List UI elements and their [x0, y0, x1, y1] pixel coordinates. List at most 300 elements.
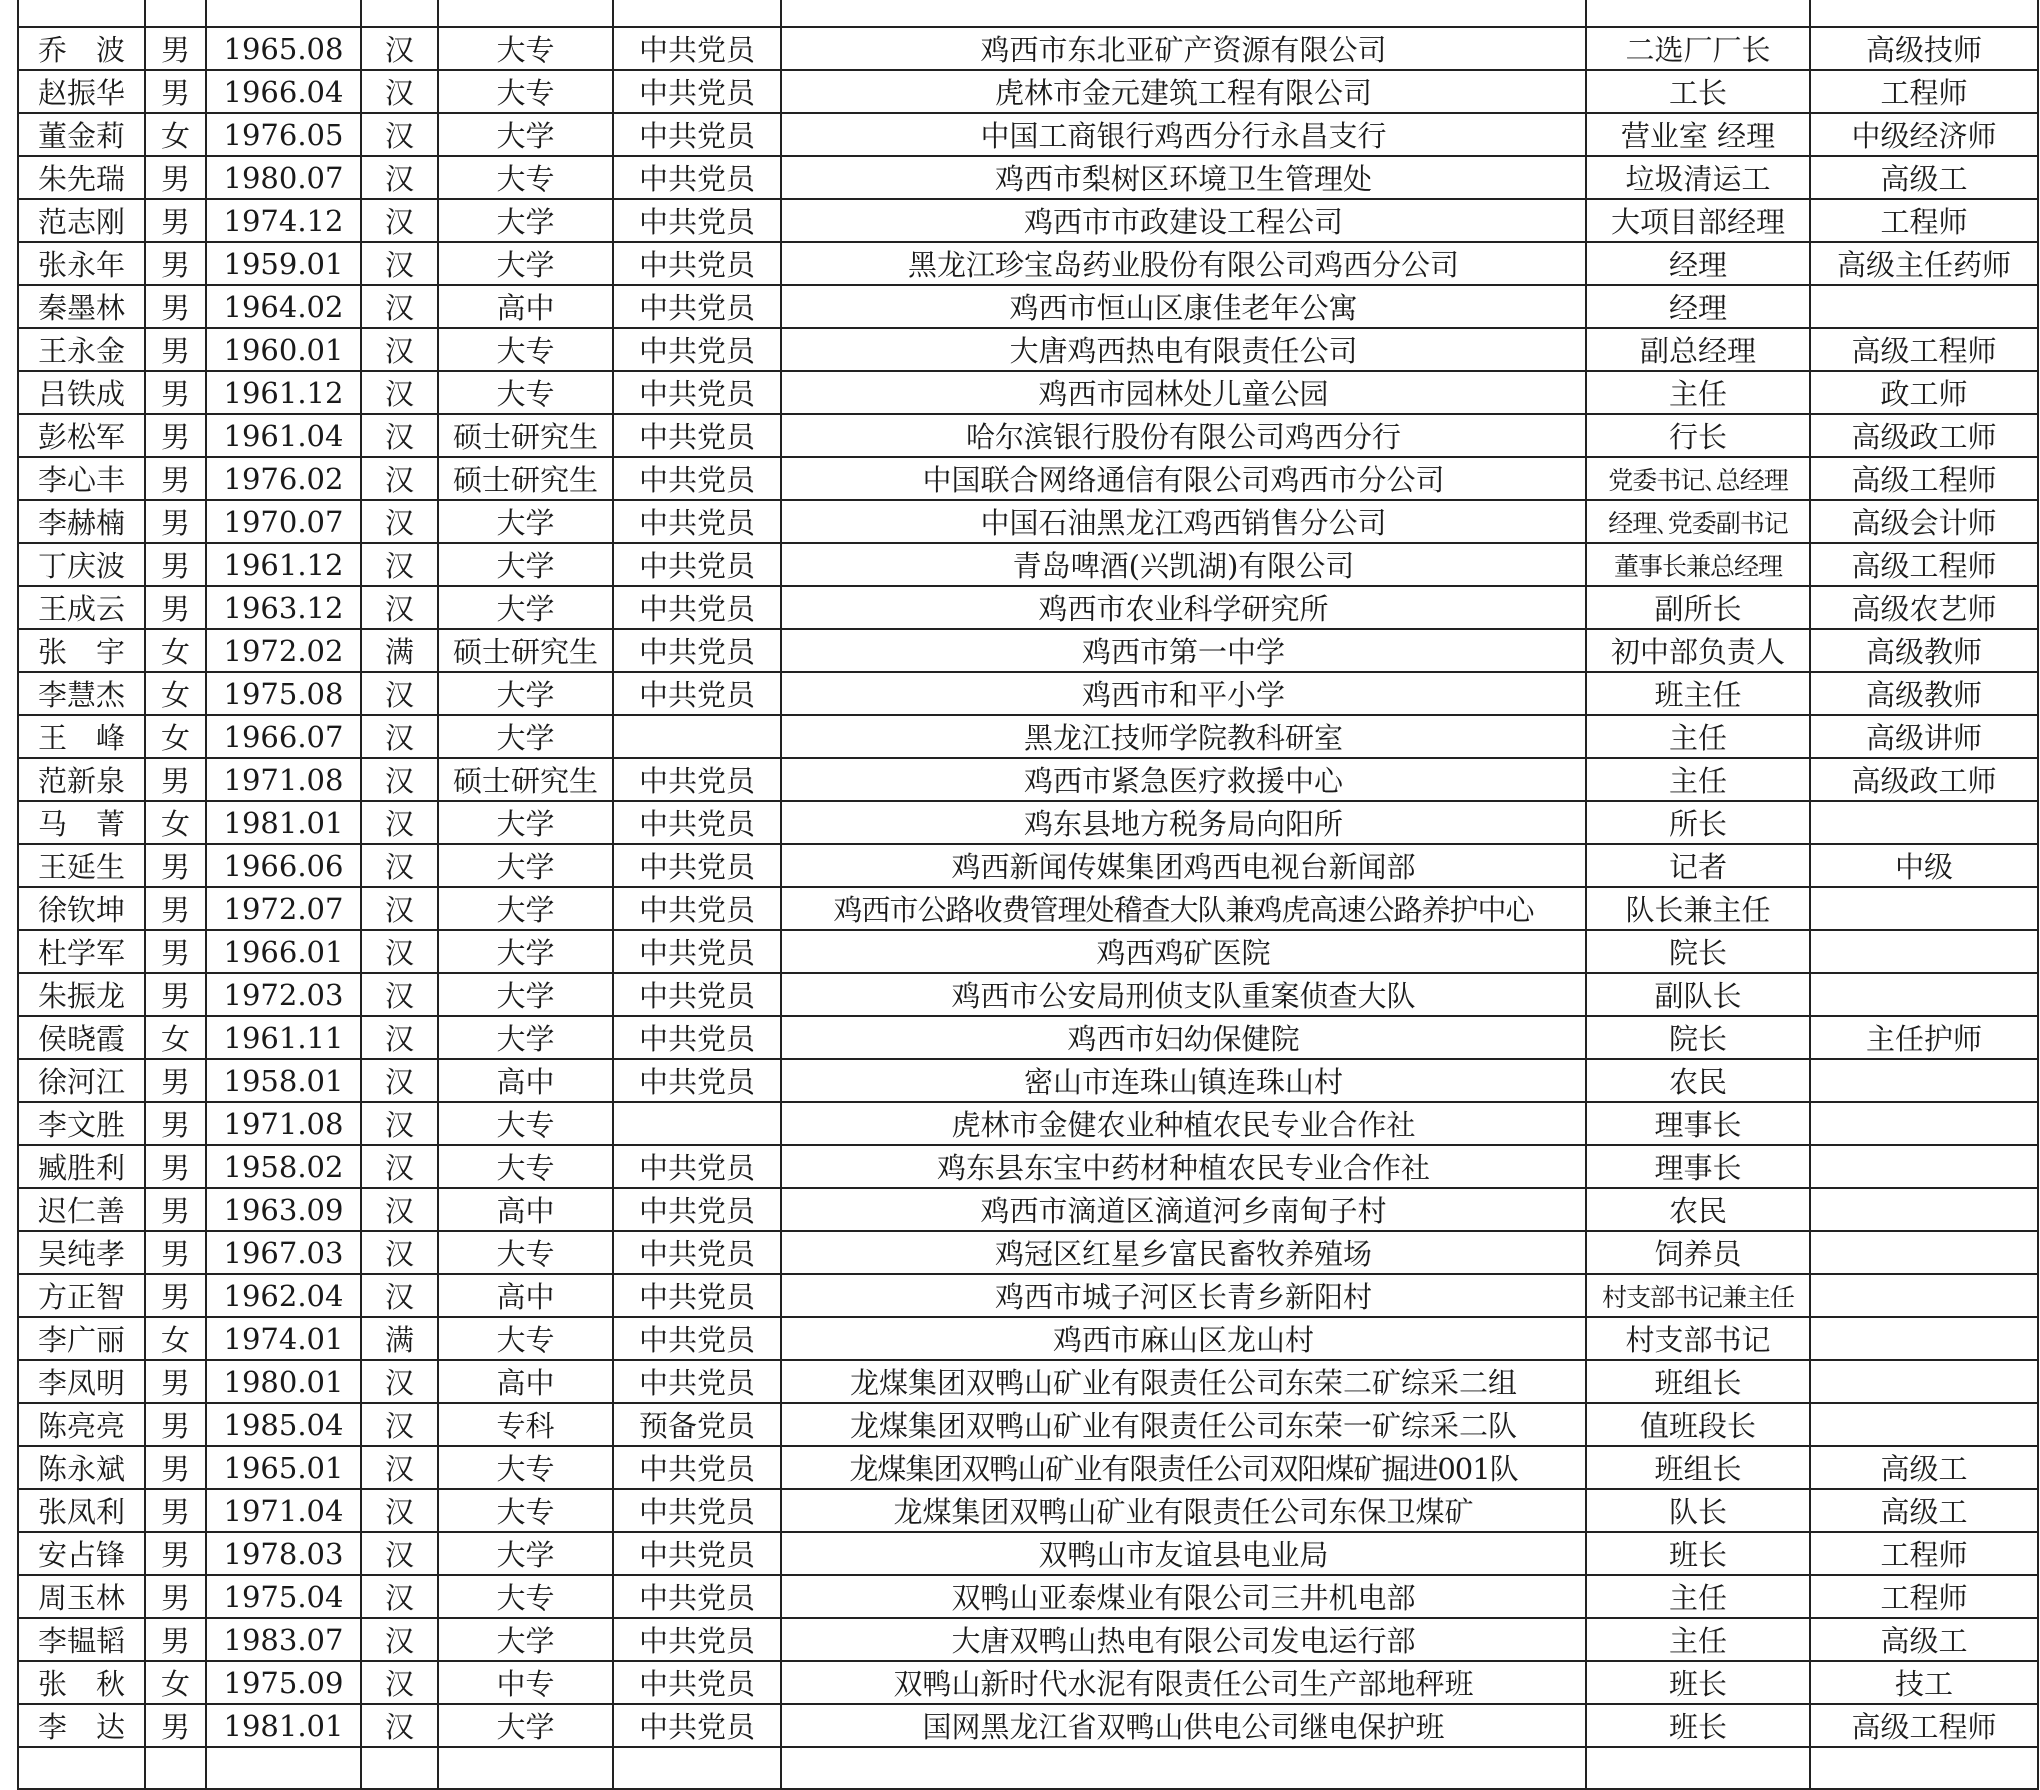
political-status-cell: 中共党员 — [613, 887, 781, 930]
education-cell: 中专 — [438, 1661, 613, 1704]
title-cell — [1810, 1102, 2038, 1145]
position-cell: 饲养员 — [1586, 1231, 1810, 1274]
birth-date-cell: 1976.05 — [206, 113, 361, 156]
ethnicity-cell: 汉 — [361, 1575, 438, 1618]
name-cell: 王延生 — [18, 844, 145, 887]
ethnicity-cell: 汉 — [361, 1145, 438, 1188]
name-cell: 安占锋 — [18, 1532, 145, 1575]
gender-cell: 男 — [145, 328, 206, 371]
work-unit-cell: 鸡西市紧急医疗救援中心 — [781, 758, 1586, 801]
name-cell: 李心丰 — [18, 457, 145, 500]
ethnicity-cell: 汉 — [361, 27, 438, 70]
birth-date-cell: 1980.07 — [206, 156, 361, 199]
table-row — [18, 1059, 2038, 1102]
work-unit-cell: 鸡西市公安局刑侦支队重案侦查大队 — [781, 973, 1586, 1016]
gender-cell: 男 — [145, 1446, 206, 1489]
birth-date-cell: 1963.12 — [206, 586, 361, 629]
birth-date-cell: 1983.07 — [206, 1618, 361, 1661]
title-cell: 高级会计师 — [1810, 500, 2038, 543]
birth-date-cell: 1981.01 — [206, 1704, 361, 1747]
education-cell: 专科 — [438, 1403, 613, 1446]
education-cell: 大专 — [438, 70, 613, 113]
title-cell — [1810, 801, 2038, 844]
position-cell: 主任 — [1586, 758, 1810, 801]
ethnicity-cell: 汉 — [361, 1661, 438, 1704]
gender-cell: 女 — [145, 629, 206, 672]
work-unit-cell: 龙煤集团双鸭山矿业有限责任公司双阳煤矿掘进001队 — [781, 1446, 1586, 1489]
political-status-cell: 中共党员 — [613, 371, 781, 414]
political-status-cell: 中共党员 — [613, 199, 781, 242]
gender-cell: 男 — [145, 586, 206, 629]
name-cell: 张 宇 — [18, 629, 145, 672]
name-cell: 陈亮亮 — [18, 1403, 145, 1446]
position-cell: 理事长 — [1586, 1102, 1810, 1145]
birth-date-cell: 1970.07 — [206, 500, 361, 543]
political-status-cell: 中共党员 — [613, 543, 781, 586]
gender-cell: 男 — [145, 1532, 206, 1575]
gender-cell: 男 — [145, 1059, 206, 1102]
title-cell — [1810, 285, 2038, 328]
gender-cell: 男 — [145, 242, 206, 285]
table-row — [18, 1274, 2038, 1317]
political-status-cell: 中共党员 — [613, 844, 781, 887]
birth-date-cell: 1967.03 — [206, 1231, 361, 1274]
work-unit-cell: 中国工商银行鸡西分行永昌支行 — [781, 113, 1586, 156]
table-row — [18, 543, 2038, 586]
table-row — [18, 1016, 2038, 1059]
education-cell: 高中 — [438, 1360, 613, 1403]
ethnicity-cell: 汉 — [361, 715, 438, 758]
ethnicity-cell: 汉 — [361, 1704, 438, 1747]
title-cell: 中级经济师 — [1810, 113, 2038, 156]
birth-date-cell: 1978.03 — [206, 1532, 361, 1575]
table-row — [18, 1145, 2038, 1188]
name-cell: 李 达 — [18, 1704, 145, 1747]
political-status-cell: 中共党员 — [613, 1618, 781, 1661]
position-cell: 行长 — [1586, 414, 1810, 457]
birth-date-cell: 1962.04 — [206, 1274, 361, 1317]
title-cell: 高级工 — [1810, 1446, 2038, 1489]
title-cell: 高级主任药师 — [1810, 242, 2038, 285]
position-cell: 农民 — [1586, 1059, 1810, 1102]
gender-cell: 男 — [145, 1145, 206, 1188]
gender-cell: 男 — [145, 27, 206, 70]
work-unit-cell: 鸡西市恒山区康佳老年公寓 — [781, 285, 1586, 328]
table-row-bottom-partial — [18, 1747, 2038, 1788]
title-cell — [1810, 1059, 2038, 1102]
work-unit-cell: 龙煤集团双鸭山矿业有限责任公司东保卫煤矿 — [781, 1489, 1586, 1532]
table-row — [18, 113, 2038, 156]
name-cell: 周玉林 — [18, 1575, 145, 1618]
education-cell: 大专 — [438, 156, 613, 199]
table-row — [18, 758, 2038, 801]
name-cell: 乔 波 — [18, 27, 145, 70]
education-cell: 大学 — [438, 672, 613, 715]
ethnicity-cell: 汉 — [361, 1532, 438, 1575]
title-cell — [1810, 1274, 2038, 1317]
political-status-cell: 中共党员 — [613, 242, 781, 285]
political-status-cell: 中共党员 — [613, 758, 781, 801]
ethnicity-cell: 汉 — [361, 1360, 438, 1403]
title-cell: 高级农艺师 — [1810, 586, 2038, 629]
table-row — [18, 1317, 2038, 1360]
title-cell: 主任护师 — [1810, 1016, 2038, 1059]
birth-date-cell: 1974.12 — [206, 199, 361, 242]
work-unit-cell: 黑龙江技师学院教科研室 — [781, 715, 1586, 758]
education-cell: 高中 — [438, 285, 613, 328]
political-status-cell: 中共党员 — [613, 156, 781, 199]
education-cell: 大学 — [438, 586, 613, 629]
gender-cell: 男 — [145, 543, 206, 586]
name-cell: 方正智 — [18, 1274, 145, 1317]
education-cell: 大学 — [438, 199, 613, 242]
table-row — [18, 1403, 2038, 1446]
gender-cell: 女 — [145, 1317, 206, 1360]
title-cell: 高级工程师 — [1810, 328, 2038, 371]
political-status-cell: 中共党员 — [613, 1446, 781, 1489]
work-unit-cell: 青岛啤酒(兴凯湖)有限公司 — [781, 543, 1586, 586]
position-cell: 党委书记､总经理 — [1586, 457, 1810, 500]
gender-cell: 女 — [145, 801, 206, 844]
position-cell: 主任 — [1586, 715, 1810, 758]
work-unit-cell: 大唐双鸭山热电有限公司发电运行部 — [781, 1618, 1586, 1661]
political-status-cell: 中共党员 — [613, 930, 781, 973]
birth-date-cell: 1975.08 — [206, 672, 361, 715]
table-row — [18, 156, 2038, 199]
education-cell: 大专 — [438, 1231, 613, 1274]
gender-cell: 男 — [145, 371, 206, 414]
ethnicity-cell: 汉 — [361, 844, 438, 887]
table-row-top-partial — [18, 0, 2038, 27]
gender-cell: 男 — [145, 1575, 206, 1618]
position-cell: 班组长 — [1586, 1360, 1810, 1403]
position-cell: 班组长 — [1586, 1446, 1810, 1489]
name-cell: 李慧杰 — [18, 672, 145, 715]
political-status-cell — [613, 1102, 781, 1145]
gender-cell: 男 — [145, 1704, 206, 1747]
work-unit-cell: 鸡东县地方税务局向阳所 — [781, 801, 1586, 844]
position-cell: 经理 — [1586, 285, 1810, 328]
education-cell: 大学 — [438, 1532, 613, 1575]
birth-date-cell: 1961.12 — [206, 543, 361, 586]
ethnicity-cell: 汉 — [361, 1188, 438, 1231]
position-cell: 队长兼主任 — [1586, 887, 1810, 930]
table-row — [18, 500, 2038, 543]
table-row — [18, 285, 2038, 328]
ethnicity-cell: 汉 — [361, 113, 438, 156]
education-cell: 大学 — [438, 500, 613, 543]
education-cell: 大专 — [438, 1145, 613, 1188]
title-cell: 高级工程师 — [1810, 457, 2038, 500]
birth-date-cell: 1981.01 — [206, 801, 361, 844]
political-status-cell: 中共党员 — [613, 1489, 781, 1532]
birth-date-cell: 1975.04 — [206, 1575, 361, 1618]
gender-cell: 女 — [145, 715, 206, 758]
education-cell: 大学 — [438, 887, 613, 930]
name-cell: 迟仁善 — [18, 1188, 145, 1231]
position-cell: 班长 — [1586, 1532, 1810, 1575]
political-status-cell: 中共党员 — [613, 414, 781, 457]
position-cell: 主任 — [1586, 371, 1810, 414]
position-cell: 主任 — [1586, 1618, 1810, 1661]
position-cell: 队长 — [1586, 1489, 1810, 1532]
table-row — [18, 629, 2038, 672]
ethnicity-cell: 汉 — [361, 242, 438, 285]
ethnicity-cell: 汉 — [361, 1274, 438, 1317]
title-cell: 高级工程师 — [1810, 543, 2038, 586]
work-unit-cell: 龙煤集团双鸭山矿业有限责任公司东荣一矿综采二队 — [781, 1403, 1586, 1446]
political-status-cell: 中共党员 — [613, 1188, 781, 1231]
ethnicity-cell: 汉 — [361, 1231, 438, 1274]
table-row — [18, 1188, 2038, 1231]
work-unit-cell: 龙煤集团双鸭山矿业有限责任公司东荣二矿综采二组 — [781, 1360, 1586, 1403]
position-cell: 农民 — [1586, 1188, 1810, 1231]
political-status-cell: 中共党员 — [613, 1360, 781, 1403]
name-cell: 董金莉 — [18, 113, 145, 156]
work-unit-cell: 鸡冠区红星乡富民畜牧养殖场 — [781, 1231, 1586, 1274]
table-row — [18, 1489, 2038, 1532]
gender-cell: 男 — [145, 1274, 206, 1317]
table-row — [18, 1575, 2038, 1618]
table-row — [18, 844, 2038, 887]
title-cell: 高级技师 — [1810, 27, 2038, 70]
gender-cell: 男 — [145, 156, 206, 199]
birth-date-cell: 1958.01 — [206, 1059, 361, 1102]
position-cell: 班主任 — [1586, 672, 1810, 715]
birth-date-cell: 1975.09 — [206, 1661, 361, 1704]
work-unit-cell: 鸡西新闻传媒集团鸡西电视台新闻部 — [781, 844, 1586, 887]
table-row — [18, 1360, 2038, 1403]
birth-date-cell: 1966.01 — [206, 930, 361, 973]
ethnicity-cell: 汉 — [361, 801, 438, 844]
work-unit-cell: 哈尔滨银行股份有限公司鸡西分行 — [781, 414, 1586, 457]
birth-date-cell: 1971.08 — [206, 1102, 361, 1145]
work-unit-cell: 双鸭山亚泰煤业有限公司三井机电部 — [781, 1575, 1586, 1618]
ethnicity-cell: 汉 — [361, 1102, 438, 1145]
table-row — [18, 715, 2038, 758]
birth-date-cell: 1958.02 — [206, 1145, 361, 1188]
ethnicity-cell: 汉 — [361, 500, 438, 543]
education-cell: 大学 — [438, 543, 613, 586]
gender-cell: 男 — [145, 1188, 206, 1231]
position-cell: 经理､党委副书记 — [1586, 500, 1810, 543]
position-cell: 班长 — [1586, 1704, 1810, 1747]
ethnicity-cell: 汉 — [361, 887, 438, 930]
work-unit-cell: 双鸭山市友谊县电业局 — [781, 1532, 1586, 1575]
gender-cell: 男 — [145, 973, 206, 1016]
name-cell: 赵振华 — [18, 70, 145, 113]
position-cell: 营业室 经理 — [1586, 113, 1810, 156]
gender-cell: 男 — [145, 457, 206, 500]
education-cell: 硕士研究生 — [438, 629, 613, 672]
birth-date-cell: 1976.02 — [206, 457, 361, 500]
gender-cell: 男 — [145, 199, 206, 242]
name-cell: 马 菁 — [18, 801, 145, 844]
education-cell: 硕士研究生 — [438, 457, 613, 500]
ethnicity-cell: 汉 — [361, 199, 438, 242]
ethnicity-cell: 汉 — [361, 371, 438, 414]
name-cell: 李凤明 — [18, 1360, 145, 1403]
work-unit-cell: 黑龙江珍宝岛药业股份有限公司鸡西分公司 — [781, 242, 1586, 285]
table-row — [18, 1231, 2038, 1274]
gender-cell: 男 — [145, 844, 206, 887]
ethnicity-cell: 汉 — [361, 1489, 438, 1532]
political-status-cell: 中共党员 — [613, 1532, 781, 1575]
roster-body — [18, 0, 2038, 1789]
position-cell: 值班段长 — [1586, 1403, 1810, 1446]
name-cell: 吕铁成 — [18, 371, 145, 414]
name-cell: 秦墨林 — [18, 285, 145, 328]
name-cell: 王 峰 — [18, 715, 145, 758]
title-cell — [1810, 1231, 2038, 1274]
education-cell: 大专 — [438, 1317, 613, 1360]
birth-date-cell: 1972.07 — [206, 887, 361, 930]
ethnicity-cell: 汉 — [361, 1446, 438, 1489]
table-row — [18, 930, 2038, 973]
education-cell: 大学 — [438, 113, 613, 156]
gender-cell: 男 — [145, 1403, 206, 1446]
political-status-cell: 中共党员 — [613, 973, 781, 1016]
ethnicity-cell: 汉 — [361, 156, 438, 199]
ethnicity-cell: 汉 — [361, 1403, 438, 1446]
name-cell: 李广丽 — [18, 1317, 145, 1360]
table-row — [18, 973, 2038, 1016]
work-unit-cell: 鸡西市东北亚矿产资源有限公司 — [781, 27, 1586, 70]
title-cell: 工程师 — [1810, 70, 2038, 113]
ethnicity-cell: 汉 — [361, 672, 438, 715]
title-cell — [1810, 1360, 2038, 1403]
birth-date-cell: 1961.12 — [206, 371, 361, 414]
birth-date-cell: 1971.04 — [206, 1489, 361, 1532]
position-cell: 副队长 — [1586, 973, 1810, 1016]
table-row — [18, 199, 2038, 242]
table-row — [18, 328, 2038, 371]
education-cell: 大专 — [438, 1102, 613, 1145]
education-cell: 大专 — [438, 1446, 613, 1489]
political-status-cell: 中共党员 — [613, 113, 781, 156]
name-cell: 臧胜利 — [18, 1145, 145, 1188]
education-cell: 大专 — [438, 371, 613, 414]
birth-date-cell: 1971.08 — [206, 758, 361, 801]
table-row — [18, 242, 2038, 285]
birth-date-cell: 1960.01 — [206, 328, 361, 371]
work-unit-cell: 双鸭山新时代水泥有限责任公司生产部地秤班 — [781, 1661, 1586, 1704]
name-cell: 徐河江 — [18, 1059, 145, 1102]
table-row — [18, 672, 2038, 715]
birth-date-cell: 1963.09 — [206, 1188, 361, 1231]
title-cell: 工程师 — [1810, 199, 2038, 242]
birth-date-cell: 1961.11 — [206, 1016, 361, 1059]
name-cell: 王成云 — [18, 586, 145, 629]
work-unit-cell: 鸡西市城子河区长青乡新阳村 — [781, 1274, 1586, 1317]
political-status-cell: 中共党员 — [613, 586, 781, 629]
name-cell: 朱振龙 — [18, 973, 145, 1016]
work-unit-cell: 鸡西鸡矿医院 — [781, 930, 1586, 973]
ethnicity-cell: 汉 — [361, 930, 438, 973]
gender-cell: 女 — [145, 113, 206, 156]
name-cell: 彭松军 — [18, 414, 145, 457]
name-cell: 范志刚 — [18, 199, 145, 242]
political-status-cell: 中共党员 — [613, 1145, 781, 1188]
ethnicity-cell: 汉 — [361, 586, 438, 629]
position-cell: 院长 — [1586, 930, 1810, 973]
position-cell: 副所长 — [1586, 586, 1810, 629]
political-status-cell: 中共党员 — [613, 1274, 781, 1317]
gender-cell: 女 — [145, 1016, 206, 1059]
political-status-cell: 中共党员 — [613, 1575, 781, 1618]
work-unit-cell: 鸡西市园林处儿童公园 — [781, 371, 1586, 414]
gender-cell: 女 — [145, 1661, 206, 1704]
birth-date-cell: 1980.01 — [206, 1360, 361, 1403]
gender-cell: 男 — [145, 1489, 206, 1532]
title-cell — [1810, 1145, 2038, 1188]
political-status-cell: 中共党员 — [613, 27, 781, 70]
work-unit-cell: 鸡西市公路收费管理处稽查大队兼鸡虎高速公路养护中心 — [781, 887, 1586, 930]
position-cell: 工长 — [1586, 70, 1810, 113]
name-cell: 丁庆波 — [18, 543, 145, 586]
position-cell: 大项目部经理 — [1586, 199, 1810, 242]
table-row — [18, 371, 2038, 414]
work-unit-cell: 中国石油黑龙江鸡西销售分公司 — [781, 500, 1586, 543]
birth-date-cell: 1964.02 — [206, 285, 361, 328]
work-unit-cell: 中国联合网络通信有限公司鸡西市分公司 — [781, 457, 1586, 500]
ethnicity-cell: 汉 — [361, 457, 438, 500]
gender-cell: 男 — [145, 1102, 206, 1145]
birth-date-cell: 1972.02 — [206, 629, 361, 672]
education-cell: 高中 — [438, 1274, 613, 1317]
political-status-cell: 中共党员 — [613, 1317, 781, 1360]
birth-date-cell: 1959.01 — [206, 242, 361, 285]
title-cell: 高级工程师 — [1810, 1704, 2038, 1747]
position-cell: 主任 — [1586, 1575, 1810, 1618]
birth-date-cell: 1966.04 — [206, 70, 361, 113]
title-cell: 工程师 — [1810, 1532, 2038, 1575]
gender-cell: 男 — [145, 758, 206, 801]
education-cell: 大学 — [438, 844, 613, 887]
table-row — [18, 457, 2038, 500]
name-cell: 李赫楠 — [18, 500, 145, 543]
ethnicity-cell: 满 — [361, 629, 438, 672]
position-cell: 记者 — [1586, 844, 1810, 887]
birth-date-cell: 1965.08 — [206, 27, 361, 70]
title-cell — [1810, 1188, 2038, 1231]
education-cell: 高中 — [438, 1188, 613, 1231]
table-row — [18, 1102, 2038, 1145]
title-cell: 工程师 — [1810, 1575, 2038, 1618]
education-cell: 大专 — [438, 1575, 613, 1618]
political-status-cell: 中共党员 — [613, 70, 781, 113]
title-cell: 高级工 — [1810, 1489, 2038, 1532]
birth-date-cell: 1972.03 — [206, 973, 361, 1016]
table-row — [18, 27, 2038, 70]
ethnicity-cell: 汉 — [361, 414, 438, 457]
education-cell: 大专 — [438, 328, 613, 371]
work-unit-cell: 鸡东县东宝中药材种植农民专业合作社 — [781, 1145, 1586, 1188]
table-row — [18, 414, 2038, 457]
education-cell: 大专 — [438, 27, 613, 70]
table-row — [18, 1532, 2038, 1575]
work-unit-cell: 鸡西市市政建设工程公司 — [781, 199, 1586, 242]
name-cell: 李韫韬 — [18, 1618, 145, 1661]
education-cell: 大学 — [438, 930, 613, 973]
name-cell: 朱先瑞 — [18, 156, 145, 199]
position-cell: 村支部书记 — [1586, 1317, 1810, 1360]
education-cell: 大学 — [438, 973, 613, 1016]
birth-date-cell: 1965.01 — [206, 1446, 361, 1489]
political-status-cell: 中共党员 — [613, 1704, 781, 1747]
work-unit-cell: 虎林市金健农业种植农民专业合作社 — [781, 1102, 1586, 1145]
ethnicity-cell: 汉 — [361, 543, 438, 586]
